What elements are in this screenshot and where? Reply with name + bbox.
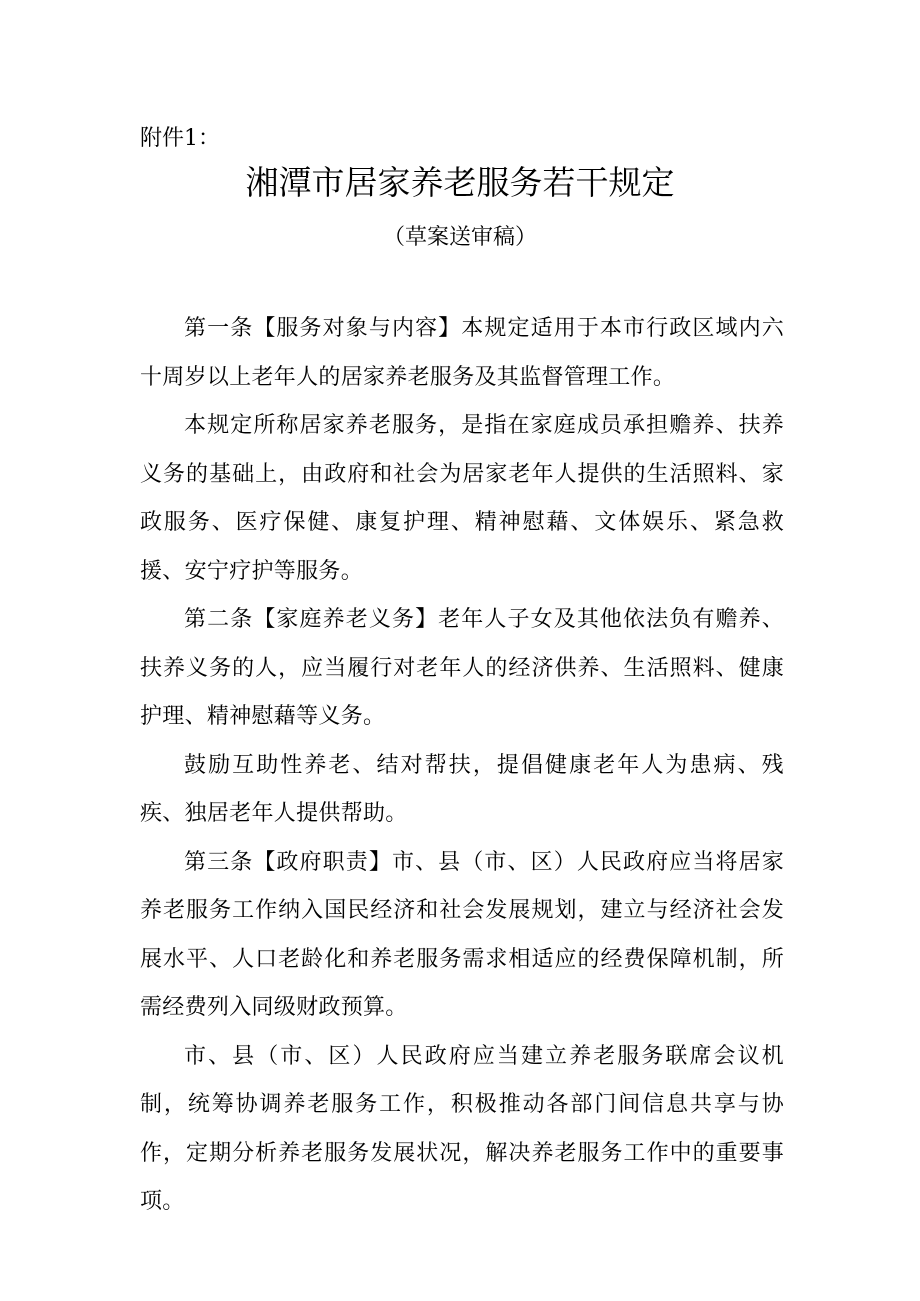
paragraph-article-1-definition: 本规定所称居家养老服务，是指在家庭成员承担赡养、扶养义务的基础上，由政府和社会为居家老年人提供的生活照料、家政服务、医疗保健、康复护理、精神慰藉、文体娱乐、紧急救援、安宁疗护等服务。: [140, 413, 784, 584]
document-subtitle: （草案送审稿）: [382, 225, 537, 250]
document-body: [140, 305, 784, 1227]
paragraph-article-2-encouragement: 鼓励互助性养老、结对帮扶，提倡健康老年人为患病、残疾、独居老年人提供帮助。: [140, 752, 784, 826]
paragraph-article-3-joint-meeting: 市、县（市、区）人民政府应当建立养老服务联席会议机制，统筹协调养老服务工作，积极推动各部门间信息共享与协作，定期分析养老服务发展状况，解决养老服务工作中的重要事项。: [140, 1043, 784, 1214]
paragraph-article-2: 第二条【家庭养老义务】老年人子女及其他依法负有赡养、扶养义务的人，应当履行对老年人的经济供养、生活照料、健康护理、精神慰藉等义务。: [140, 607, 784, 729]
paragraph-article-1: 第一条【服务对象与内容】本规定适用于本市行政区域内六十周岁以上老年人的居家养老服务及其监督管理工作。: [140, 316, 784, 390]
attachment-label: 附件1：: [140, 126, 220, 151]
paragraph-article-3: 第三条【政府职责】市、县（市、区）人民政府应当将居家养老服务工作纳入国民经济和社会发展规划，建立与经济社会发展水平、人口老龄化和养老服务需求相适应的经费保障机制，所需经费列入同级财政预算。: [140, 849, 784, 1020]
document-title: 湘潭市居家养老服务若干规定: [245, 163, 675, 202]
